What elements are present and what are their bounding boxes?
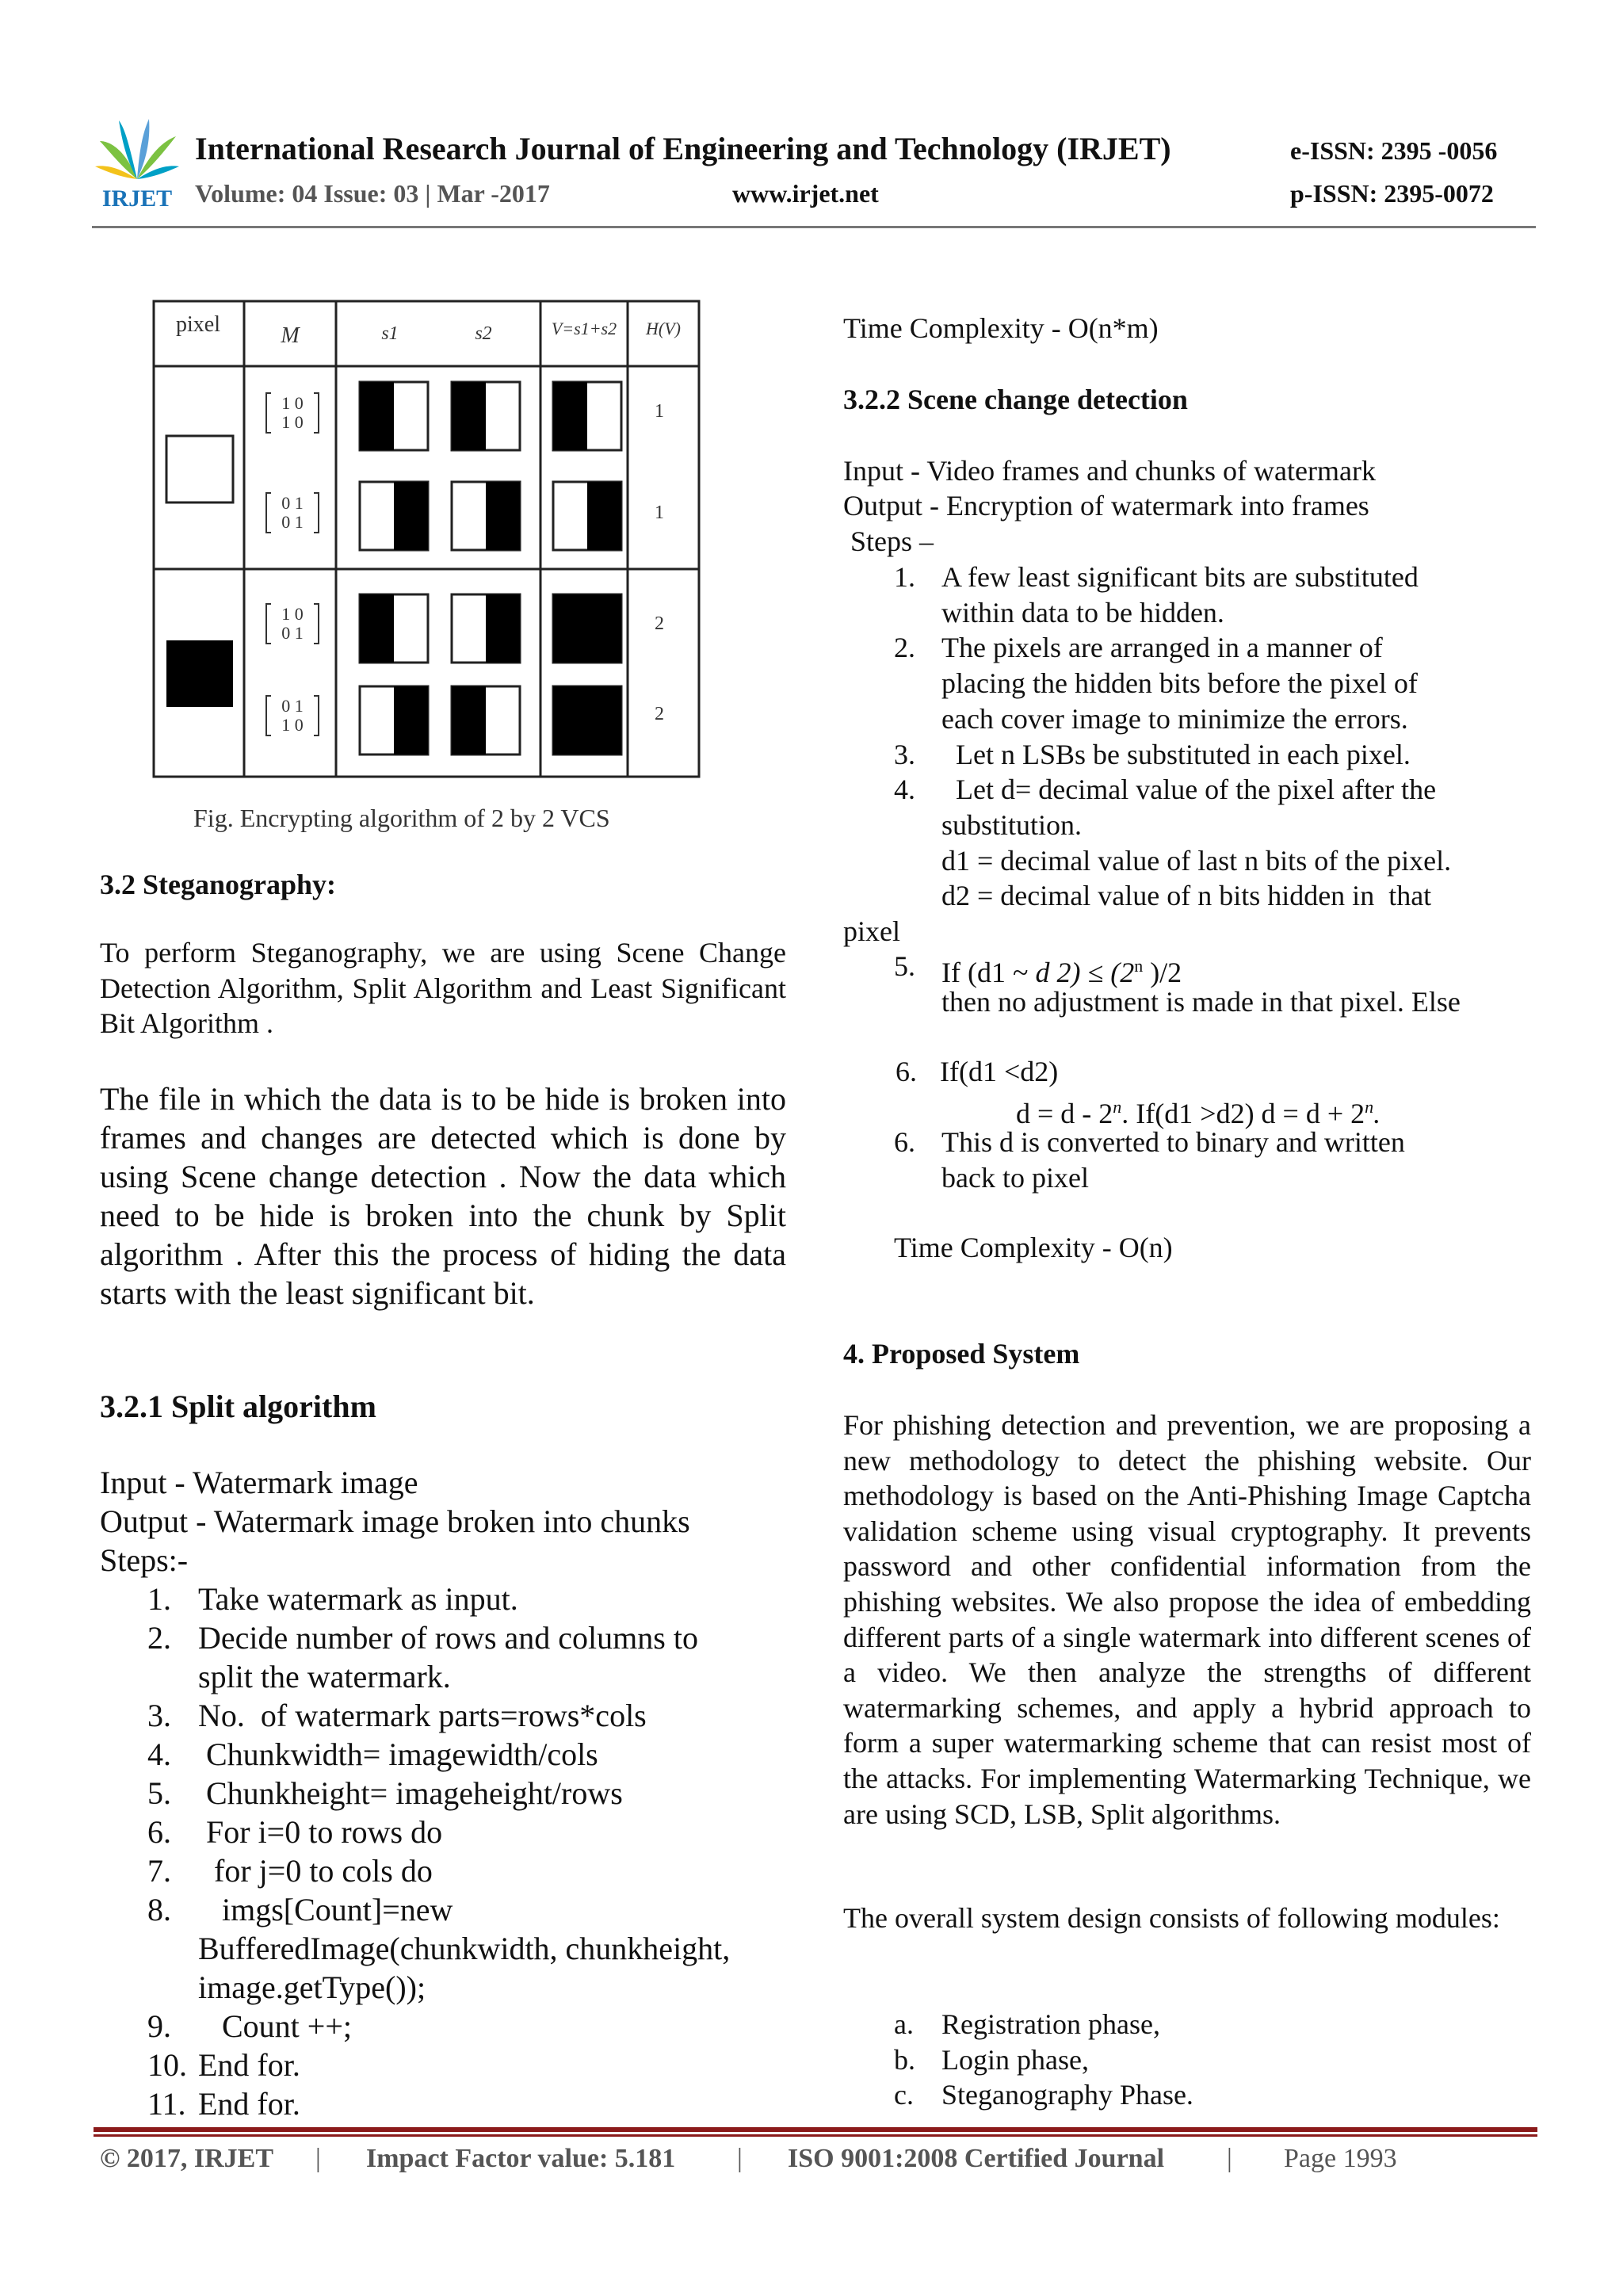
- hv-value-4: 2: [655, 704, 664, 724]
- matrix-4-row-2: 1 0: [281, 715, 304, 735]
- list-item-number: 5.: [147, 1775, 171, 1811]
- section-3-2-2-heading: 3.2.2 Scene change detection: [843, 384, 1188, 415]
- section-3-2-para2: The file in which the data is to be hide is broken into frames and changes are detected which is done by using Scene change detection . Now the data which need to be hide is broken into the chunk by Split algorithm . After this the process of hiding the data starts with the least significant bit.: [100, 1081, 786, 1311]
- logo-leaves-icon: [95, 119, 179, 179]
- list-item: d2 = decimal value of n bits hidden in that: [941, 880, 1432, 912]
- list-item-number: 2.: [147, 1620, 171, 1656]
- list-item: within data to be hidden.: [941, 596, 1224, 628]
- share-black-half: [486, 594, 520, 663]
- share-black-half: [394, 482, 428, 550]
- step-5-number: 5.: [894, 950, 915, 982]
- vcs-figure: [152, 300, 701, 778]
- col-header-s1: s1: [381, 323, 399, 344]
- list-item: Chunkheight= imageheight/rows: [198, 1775, 623, 1811]
- scd-output: Output - Encryption of watermark into frames: [843, 490, 1369, 521]
- step-5-formula: If (d1 ~ d $2) \le (2^n$ )/2: [941, 956, 1182, 988]
- share-black-half: [394, 686, 428, 755]
- section-3-2-heading: 3.2 Steganography:: [100, 869, 337, 900]
- share-black-half: [587, 594, 621, 663]
- hv-value-3: 2: [655, 613, 664, 634]
- e-issn: e-ISSN: 2395 -0056: [1290, 136, 1498, 165]
- list-item-number: 1.: [894, 561, 915, 593]
- share-black-half: [553, 686, 587, 755]
- list-item: The pixels are arranged in a manner of: [941, 632, 1383, 664]
- scd-steps-label: Steps –: [843, 525, 934, 557]
- section-4-heading: 4. Proposed System: [843, 1338, 1080, 1370]
- col-header-m: M: [281, 323, 300, 348]
- share-black-half: [587, 686, 621, 755]
- list-item: A few least significant bits are substituted: [941, 561, 1419, 593]
- list-item-number: 4.: [147, 1736, 171, 1772]
- journal-title: International Research Journal of Engineering and Technology (IRJET): [195, 131, 1171, 166]
- list-item-number: 10.: [147, 2047, 187, 2083]
- list-item-number: a.: [894, 2008, 914, 2040]
- col-header-v: V=s1+s2: [551, 319, 617, 338]
- step-6b-line2: back to pixel: [941, 1162, 1089, 1194]
- list-item: End for.: [198, 2086, 300, 2122]
- matrix-2-row-1: 0 1: [281, 493, 304, 513]
- share-black-half: [587, 482, 621, 550]
- list-item: substitution.: [941, 808, 1083, 841]
- col-header-s2: s2: [475, 323, 492, 344]
- step-6b-line1: This d is converted to binary and written: [941, 1126, 1405, 1158]
- list-item: for j=0 to cols do: [198, 1853, 433, 1889]
- col-header-pixel: pixel: [176, 312, 220, 337]
- list-item: Chunkwidth= imagewidth/cols: [198, 1736, 598, 1772]
- time-complexity-1: Time Complexity - O(n*m): [843, 312, 1159, 344]
- list-item-number: 2.: [894, 632, 915, 664]
- pixel-word: pixel: [843, 915, 900, 947]
- footer-rule-thick: [94, 2127, 1537, 2132]
- list-item: End for.: [198, 2047, 300, 2083]
- matrix-4-row-1: 0 1: [281, 696, 304, 716]
- list-item: Let n LSBs be substituted in each pixel.: [941, 738, 1411, 770]
- list-item: Registration phase,: [941, 2008, 1160, 2040]
- share-black-half: [452, 686, 486, 755]
- section-4-para1: For phishing detection and prevention, we are proposing a new methodology to detect the phishing website. Our methodology is based on the Anti-Phishing Image Captcha validation scheme using visual cryptography. It prevents password and other confidential information from the phishing websites. We also propose the idea of embedding different parts of a single watermark into different scenes of a video. We then analyze the strengths of different watermarking schemes, and apply a hybrid approach to form a super watermarking scheme that can resist most of the attacks. For implementing Watermarking Technique, we are using SCD, LSB, Split algorithms.: [843, 1409, 1531, 1830]
- footer-copyright: © 2017, IRJET: [100, 2144, 274, 2173]
- section-3-2-para1: To perform Steganography, we are using Scene Change Detection Algorithm, Split Algorithm and Least Significant Bit Algorithm .: [100, 937, 786, 1040]
- step-6-text: If(d1 <d2): [940, 1056, 1059, 1087]
- footer-separator-3: |: [1227, 2144, 1232, 2173]
- list-item-number: 6.: [147, 1814, 171, 1850]
- matrix-1-row-1: 1 0: [281, 393, 304, 413]
- matrix-3-row-2: 0 1: [281, 623, 304, 643]
- list-item: BufferedImage(chunkwidth, chunkheight,: [198, 1931, 731, 1966]
- share-black-half: [360, 382, 394, 450]
- list-item: split the watermark.: [198, 1659, 451, 1694]
- list-item-number: 4.: [894, 774, 915, 806]
- list-item: Decide number of rows and columns to: [198, 1620, 698, 1656]
- figure-caption: Fig. Encrypting algorithm of 2 by 2 VCS: [193, 804, 610, 832]
- list-item: Let d= decimal value of the pixel after the: [941, 774, 1437, 806]
- footer-separator-2: |: [737, 2144, 743, 2173]
- list-item-number: 8.: [147, 1892, 171, 1927]
- p-issn: p-ISSN: 2395-0072: [1290, 179, 1494, 208]
- list-item: image.getType());: [198, 1969, 426, 2005]
- header-divider: [92, 226, 1536, 228]
- step-5-line2: then no adjustment is made in that pixel. Else: [941, 986, 1461, 1018]
- share-black-half: [553, 594, 587, 663]
- list-item: Take watermark as input.: [198, 1581, 518, 1617]
- irjet-logo: [94, 117, 181, 212]
- website-link[interactable]: www.irjet.net: [732, 179, 879, 208]
- list-item-number: 1.: [147, 1581, 171, 1617]
- list-item: each cover image to minimize the errors.: [941, 702, 1408, 735]
- footer-page-number: Page 1993: [1284, 2144, 1397, 2173]
- section-3-2-1-heading: 3.2.1 Split algorithm: [100, 1389, 376, 1424]
- list-item: Count ++;: [198, 2008, 353, 2044]
- list-item-number: 9.: [147, 2008, 171, 2044]
- list-item-number: b.: [894, 2043, 915, 2076]
- hv-value-1: 1: [655, 401, 664, 422]
- list-item-number: 11.: [147, 2086, 186, 2122]
- list-item-number: 3.: [147, 1698, 171, 1733]
- footer-separator-1: |: [315, 2144, 321, 2173]
- matrix-1-row-2: 1 0: [281, 412, 304, 432]
- step-6-line2: d = d - 2$^n$. If(d1 >d2) $d = d + 2^n$.: [1016, 1097, 1381, 1129]
- black-pixel: [166, 640, 233, 707]
- footer-rule-thin: [94, 2134, 1537, 2137]
- split-input: Input - Watermark image: [100, 1465, 418, 1500]
- step-6b-number: 6.: [894, 1126, 915, 1158]
- matrix-3-row-1: 1 0: [281, 604, 304, 624]
- footer-impact-factor: Impact Factor value: 5.181: [366, 2144, 676, 2173]
- matrix-2-row-2: 0 1: [281, 512, 304, 532]
- tilde-icon: ~: [1005, 957, 1036, 988]
- list-item: No. of watermark parts=rows*cols: [198, 1698, 647, 1733]
- white-pixel: [166, 436, 233, 502]
- list-item: Login phase,: [941, 2043, 1089, 2076]
- list-item: Steganography Phase.: [941, 2079, 1193, 2111]
- volume-info: Volume: 04 Issue: 03 | Mar -2017: [195, 179, 550, 208]
- list-item-number: 7.: [147, 1853, 171, 1889]
- col-header-hv: H(V): [646, 319, 681, 338]
- list-item: d1 = decimal value of last n bits of the pixel.: [941, 844, 1452, 877]
- list-item-number: 3.: [894, 738, 915, 770]
- share-black-half: [360, 594, 394, 663]
- time-complexity-2: Time Complexity - O(n): [894, 1232, 1173, 1263]
- list-item-number: c.: [894, 2079, 914, 2111]
- list-item: imgs[Count]=new: [198, 1892, 453, 1927]
- share-black-half: [486, 482, 520, 550]
- list-item: placing the hidden bits before the pixel of: [941, 667, 1418, 700]
- share-black-half: [452, 382, 486, 450]
- section-4-para2: The overall system design consists of following modules:: [843, 1902, 1500, 1934]
- split-steps-label: Steps:-: [100, 1542, 189, 1578]
- step-6-number: 6.: [896, 1056, 917, 1087]
- list-item: For i=0 to rows do: [198, 1814, 443, 1850]
- hv-value-2: 1: [655, 502, 664, 523]
- split-output: Output - Watermark image broken into chunks: [100, 1503, 690, 1539]
- scd-input: Input - Video frames and chunks of watermark: [843, 455, 1376, 487]
- svg-text:IRJET: IRJET: [101, 185, 173, 212]
- share-black-half: [553, 382, 587, 450]
- footer-iso: ISO 9001:2008 Certified Journal: [788, 2144, 1165, 2173]
